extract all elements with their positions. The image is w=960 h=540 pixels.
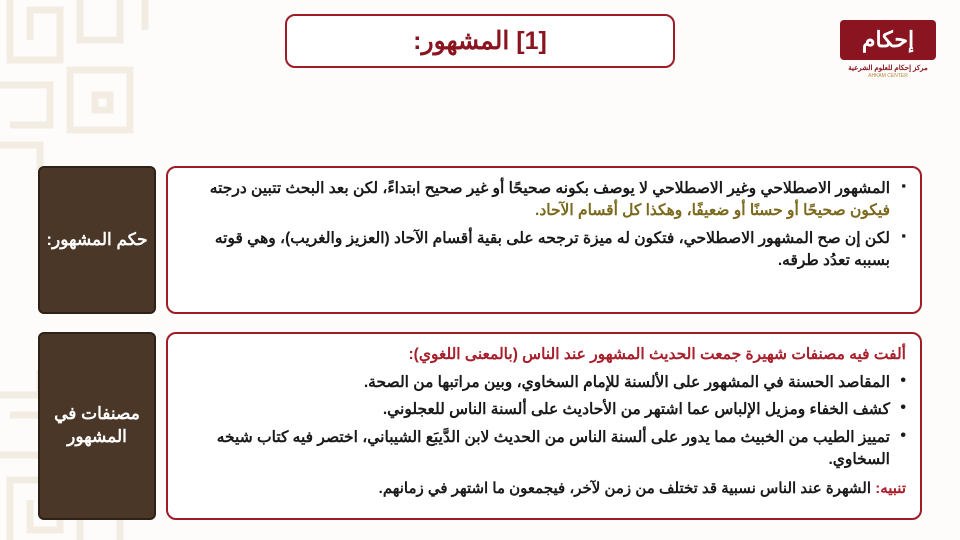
logo-subtitle: مركز إحكام للعلوم الشرعية xyxy=(848,64,928,72)
list-item xyxy=(182,178,906,223)
logo xyxy=(830,10,946,88)
list-item xyxy=(182,427,906,472)
note-rest: الشهرة عند الناس نسبية قد تختلف من زمن لآخر، فيجمعون ما اشتهر في زمانهم. xyxy=(378,479,876,497)
works-note-line xyxy=(182,478,906,499)
bullet-list-ruling xyxy=(182,178,906,273)
bullet-list-works xyxy=(182,372,906,472)
block-label-works: مصنفات في المشهور xyxy=(38,332,156,520)
list-item xyxy=(182,228,906,273)
list-item xyxy=(182,372,906,394)
content-block-ruling xyxy=(38,166,922,314)
content-body-works xyxy=(166,332,922,520)
note-prefix: تنبيه: xyxy=(875,479,906,497)
works-lead-line: ألفت فيه مصنفات شهيرة جمعت الحديث المشهور عند الناس (بالمعنى اللغوي): xyxy=(408,346,906,363)
list-item-text: فيكون صحيحًا أو حسنًا أو ضعيفًا، وهكذا كل أقسام الآحاد. xyxy=(535,202,890,220)
page-title-box xyxy=(285,14,675,68)
list-item-text: المقاصد الحسنة في المشهور على الألسنة للإمام السخاوي، وبين مراتبها من الصحة. xyxy=(363,373,890,391)
decorative-corner-pattern-top-left xyxy=(0,0,170,170)
block-label-ruling: حكم المشهور: xyxy=(38,166,156,314)
list-item-text: المشهور الاصطلاحي وغير الاصطلاحي لا يوصف بكونه صحيحًا أو غير صحيح ابتداءً، لكن بعد البحث تتبين درجته xyxy=(209,180,890,197)
logo-subtitle-latin: AHKAM CENTER xyxy=(868,72,908,79)
list-item-text: كشف الخفاء ومزيل الإلباس عما اشتهر من الأحاديث على ألسنة الناس للعجلوني. xyxy=(382,401,890,419)
list-item-text: تمييز الطيب من الخبيث مما يدور على ألسنة الناس من الحديث لابن الدَّيبَع الشيباني، اختصر فيه كتاب شيخه السخاوي. xyxy=(216,428,890,469)
list-item xyxy=(182,399,906,421)
content-body-ruling xyxy=(166,166,922,314)
content-block-works xyxy=(38,332,922,520)
logo-mark: إحكام xyxy=(840,20,936,60)
list-item-text: لكن إن صح المشهور الاصطلاحي، فتكون له ميزة ترجحه على بقية أقسام الآحاد (العزيز والغريب)، وهي قوته بسببه تعدُد طرقه. xyxy=(214,229,890,270)
page-title: [1] المشهور: xyxy=(413,27,547,55)
